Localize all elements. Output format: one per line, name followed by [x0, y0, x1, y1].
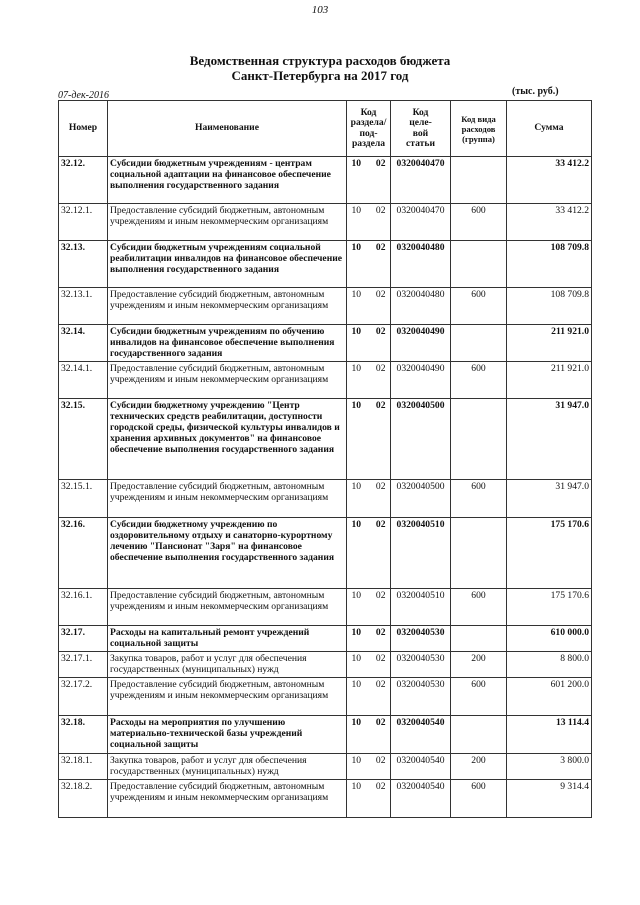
subsection-code: 02 — [375, 627, 386, 638]
column-header-name: Наименование — [108, 101, 347, 157]
row-sum: 33 412.2 — [507, 157, 592, 204]
row-name: Закупка товаров, работ и услуг для обеспечения государственных (муниципальных) нужд — [108, 754, 347, 780]
row-number: 32.18.1. — [59, 754, 108, 780]
section-code: 10 — [351, 590, 362, 601]
row-target-code: 0320040530 — [391, 652, 451, 678]
subsection-code: 02 — [375, 781, 386, 792]
row-target-code: 0320040470 — [391, 157, 451, 204]
row-sum: 31 947.0 — [507, 399, 592, 480]
row-target-code: 0320040540 — [391, 716, 451, 754]
title-line-1: Ведомственная структура расходов бюджета — [189, 53, 451, 68]
row-number: 32.17.1. — [59, 652, 108, 678]
row-target-code: 0320040500 — [391, 480, 451, 518]
row-number: 32.13.1. — [59, 288, 108, 325]
document-date: 07-дек-2016 — [58, 90, 109, 101]
row-sum: 33 412.2 — [507, 204, 592, 241]
subsection-code: 02 — [375, 653, 386, 664]
row-name: Предоставление субсидий бюджетным, автономным учреждениям и иным некоммерческим организациям — [108, 589, 347, 626]
row-expense-type: 600 — [451, 678, 507, 716]
row-target-code: 0320040490 — [391, 362, 451, 399]
section-code: 10 — [351, 519, 362, 530]
row-expense-type: 600 — [451, 362, 507, 399]
row-target-code: 0320040480 — [391, 288, 451, 325]
row-expense-type — [451, 241, 507, 288]
section-code: 10 — [351, 653, 362, 664]
subsection-code: 02 — [375, 679, 386, 690]
table-row — [59, 652, 592, 678]
row-name: Предоставление субсидий бюджетным, автономным учреждениям и иным некоммерческим организациям — [108, 480, 347, 518]
row-name: Субсидии бюджетным учреждениям - центрам социальной адаптации на финансовое обеспечение выполнения государственного задания — [108, 157, 347, 204]
table-section-row — [59, 157, 592, 204]
section-code: 10 — [351, 400, 362, 411]
table-row — [59, 204, 592, 241]
row-target-code: 0320040530 — [391, 626, 451, 652]
row-target-code: 0320040540 — [391, 754, 451, 780]
row-section-code — [347, 780, 391, 818]
section-code: 10 — [351, 326, 362, 337]
row-sum: 8 800.0 — [507, 652, 592, 678]
row-number: 32.17.2. — [59, 678, 108, 716]
table-row — [59, 362, 592, 399]
section-code: 10 — [351, 242, 362, 253]
row-sum: 601 200.0 — [507, 678, 592, 716]
document-title — [0, 53, 640, 83]
units-label: (тыс. руб.) — [512, 86, 559, 97]
row-target-code: 0320040490 — [391, 325, 451, 362]
subsection-code: 02 — [375, 326, 386, 337]
table-row — [59, 780, 592, 818]
table-section-row — [59, 325, 592, 362]
row-section-code — [347, 678, 391, 716]
column-header-target-line: вой — [412, 127, 429, 139]
row-sum: 211 921.0 — [507, 325, 592, 362]
row-section-code — [347, 480, 391, 518]
section-code: 10 — [351, 627, 362, 638]
row-sum: 9 314.4 — [507, 780, 592, 818]
row-number: 32.18.2. — [59, 780, 108, 818]
column-header-section-line: Код — [360, 106, 377, 118]
row-name: Предоставление субсидий бюджетным, автономным учреждениям и иным некоммерческим организациям — [108, 362, 347, 399]
row-expense-type — [451, 399, 507, 480]
row-name: Предоставление субсидий бюджетным, автономным учреждениям и иным некоммерческим организациям — [108, 678, 347, 716]
row-name: Расходы на капитальный ремонт учреждений социальной защиты — [108, 626, 347, 652]
column-header-expense-type — [451, 101, 507, 157]
row-name: Субсидии бюджетному учреждению по оздоровительному отдыху и санаторно-курортному лечению "Пансионат "Заря" на финансовое обеспечение выполнения государственного задания — [108, 518, 347, 589]
column-header-number: Номер — [59, 101, 108, 157]
row-number: 32.16.1. — [59, 589, 108, 626]
section-code: 10 — [351, 289, 362, 300]
row-name: Закупка товаров, работ и услуг для обеспечения государственных (муниципальных) нужд — [108, 652, 347, 678]
subsection-code: 02 — [375, 158, 386, 169]
row-number: 32.15.1. — [59, 480, 108, 518]
row-section-code — [347, 288, 391, 325]
row-expense-type: 200 — [451, 754, 507, 780]
section-code: 10 — [351, 481, 362, 492]
row-number: 32.16. — [59, 518, 108, 589]
row-number: 32.14. — [59, 325, 108, 362]
column-header-target-line: целе- — [409, 117, 432, 128]
row-number: 32.18. — [59, 716, 108, 754]
row-number: 32.14.1. — [59, 362, 108, 399]
column-header-target-line: Код — [412, 106, 429, 118]
row-expense-type: 600 — [451, 589, 507, 626]
row-sum: 13 114.4 — [507, 716, 592, 754]
row-name: Субсидии бюджетным учреждениям социальной реабилитации инвалидов на финансовое обеспечение выполнения государственного задания — [108, 241, 347, 288]
column-header-target — [391, 101, 451, 157]
page-number: 103 — [311, 4, 329, 16]
row-section-code — [347, 241, 391, 288]
row-sum: 175 170.6 — [507, 518, 592, 589]
section-code: 10 — [351, 158, 362, 169]
row-sum: 108 709.8 — [507, 288, 592, 325]
row-number: 32.15. — [59, 399, 108, 480]
subsection-code: 02 — [375, 519, 386, 530]
subsection-code: 02 — [375, 590, 386, 601]
row-section-code — [347, 157, 391, 204]
row-name: Предоставление субсидий бюджетным, автономным учреждениям и иным некоммерческим организациям — [108, 288, 347, 325]
row-target-code: 0320040470 — [391, 204, 451, 241]
column-header-expense-line: (группа) — [462, 133, 495, 144]
row-number: 32.13. — [59, 241, 108, 288]
section-code: 10 — [351, 717, 362, 728]
row-number: 32.12.1. — [59, 204, 108, 241]
column-header-target-line: статьи — [406, 138, 435, 149]
row-name: Субсидии бюджетным учреждениям по обучению инвалидов на финансовое обеспечение выполнения государственного задания — [108, 325, 347, 362]
row-sum: 31 947.0 — [507, 480, 592, 518]
row-sum: 3 800.0 — [507, 754, 592, 780]
row-expense-type — [451, 716, 507, 754]
row-name: Предоставление субсидий бюджетным, автономным учреждениям и иным некоммерческим организациям — [108, 780, 347, 818]
row-section-code — [347, 626, 391, 652]
row-expense-type: 600 — [451, 204, 507, 241]
column-header-expense-line: расходов — [461, 123, 496, 134]
row-expense-type: 600 — [451, 780, 507, 818]
row-target-code: 0320040480 — [391, 241, 451, 288]
row-section-code — [347, 518, 391, 589]
column-header-section-line: раздела/ — [350, 117, 387, 128]
section-code: 10 — [351, 363, 362, 374]
table-row — [59, 480, 592, 518]
row-target-code: 0320040530 — [391, 678, 451, 716]
column-header-expense-line: Код вида — [461, 113, 496, 124]
subsection-code: 02 — [375, 289, 386, 300]
budget-table — [58, 100, 592, 818]
row-expense-type — [451, 518, 507, 589]
table-row — [59, 754, 592, 780]
subsection-code: 02 — [375, 242, 386, 253]
table-row — [59, 589, 592, 626]
row-target-code: 0320040510 — [391, 589, 451, 626]
row-target-code: 0320040540 — [391, 780, 451, 818]
row-name: Субсидии бюджетному учреждению "Центр технических средств реабилитации, доступности городской среды, физической культуры инвалидов и хранения архивных документов" на финансовое обеспечение выполнения государственного задания — [108, 399, 347, 480]
table-section-row — [59, 716, 592, 754]
row-expense-type: 600 — [451, 480, 507, 518]
row-expense-type — [451, 626, 507, 652]
section-code: 10 — [351, 679, 362, 690]
section-code: 10 — [351, 755, 362, 766]
row-sum: 610 000.0 — [507, 626, 592, 652]
row-target-code: 0320040510 — [391, 518, 451, 589]
table-section-row — [59, 626, 592, 652]
row-section-code — [347, 754, 391, 780]
column-header-section — [347, 101, 391, 157]
subsection-code: 02 — [375, 755, 386, 766]
row-section-code — [347, 399, 391, 480]
subsection-code: 02 — [375, 481, 386, 492]
title-line-2: Санкт-Петербурга на 2017 год — [231, 68, 409, 83]
row-section-code — [347, 362, 391, 399]
row-sum: 108 709.8 — [507, 241, 592, 288]
row-section-code — [347, 716, 391, 754]
row-name: Расходы на мероприятия по улучшению материально-технической базы учреждений социальной защиты — [108, 716, 347, 754]
subsection-code: 02 — [375, 205, 386, 216]
table-section-row — [59, 241, 592, 288]
table-header-row — [59, 101, 592, 157]
subsection-code: 02 — [375, 363, 386, 374]
row-target-code: 0320040500 — [391, 399, 451, 480]
row-sum: 175 170.6 — [507, 589, 592, 626]
row-expense-type — [451, 157, 507, 204]
row-section-code — [347, 589, 391, 626]
row-section-code — [347, 204, 391, 241]
table-row — [59, 678, 592, 716]
row-number: 32.17. — [59, 626, 108, 652]
section-code: 10 — [351, 205, 362, 216]
row-section-code — [347, 325, 391, 362]
column-header-sum: Сумма — [507, 101, 592, 157]
column-header-section-line: раздела — [351, 138, 386, 149]
table-section-row — [59, 518, 592, 589]
table-section-row — [59, 399, 592, 480]
subsection-code: 02 — [375, 717, 386, 728]
table-row — [59, 288, 592, 325]
column-header-section-line: под- — [359, 127, 378, 139]
subsection-code: 02 — [375, 400, 386, 411]
row-section-code — [347, 652, 391, 678]
row-expense-type — [451, 325, 507, 362]
row-name: Предоставление субсидий бюджетным, автономным учреждениям и иным некоммерческим организациям — [108, 204, 347, 241]
section-code: 10 — [351, 781, 362, 792]
row-expense-type: 200 — [451, 652, 507, 678]
row-expense-type: 600 — [451, 288, 507, 325]
row-sum: 211 921.0 — [507, 362, 592, 399]
row-number: 32.12. — [59, 157, 108, 204]
